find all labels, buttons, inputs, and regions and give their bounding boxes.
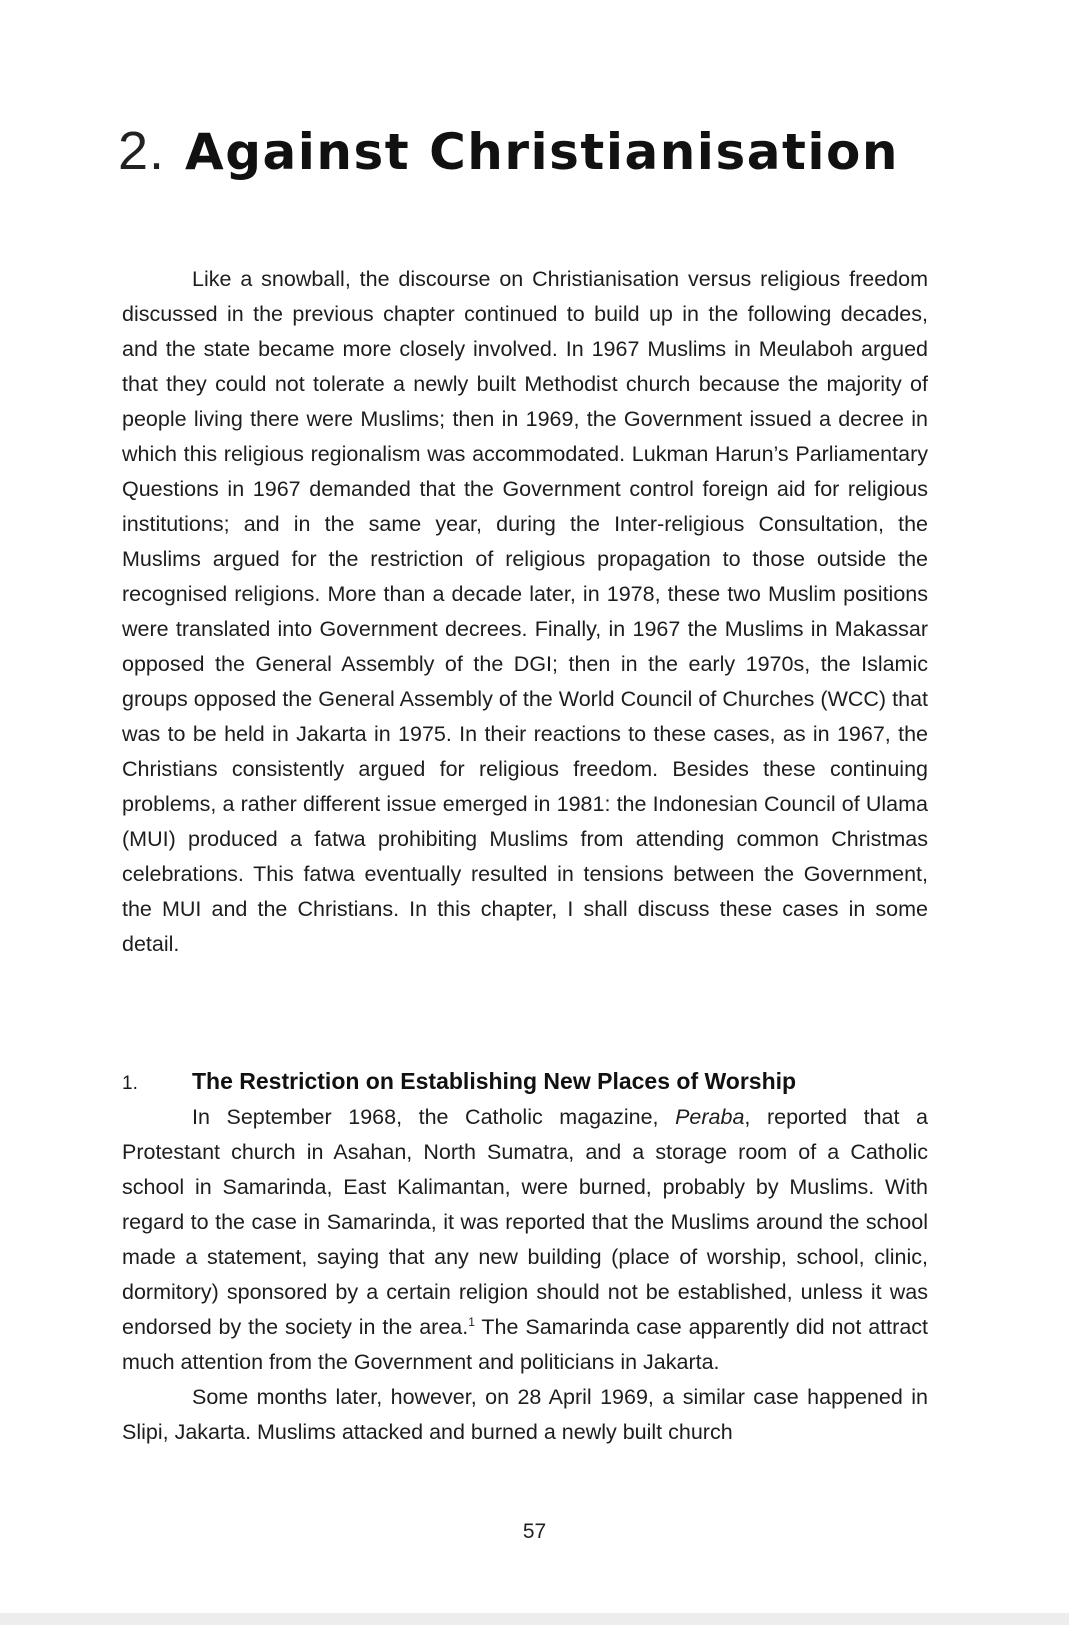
chapter-title bbox=[118, 120, 968, 200]
magazine-title: Peraba bbox=[675, 1105, 745, 1129]
section-title: The Restriction on Establishing New Places of Worship bbox=[192, 1068, 797, 1094]
section-paragraph-2: Some months later, however, on 28 April 1969, a similar case happened in Slipi, Jakarta. Muslims attacked and burned a newly built church bbox=[122, 1385, 928, 1444]
paragraph-1-middle: , reported that a Protestant church in Asahan, North Sumatra, and a storage room of a Catholic school in Samarinda, East Kalimantan, were burned, probably by Muslims. With regard to the case in Samarinda, it was reported that the Muslims around the school made a statement, saying that any new building (place of worship, school, clinic, dormitory) sponsored by a certain religion should not be established, unless it was endorsed by the society in the area. bbox=[122, 1105, 928, 1339]
intro-paragraph: Like a snowball, the discourse on Christianisation versus religious freedom discussed in the previous chapter continued to build up in the following decades, and the state became more closely involved. In 1967 Muslims in Meulaboh argued that they could not tolerate a newly built Methodist church because the majority of people living there were Muslims; then in 1969, the Government issued a decree in which this religious regionalism was accommodated. Lukman Harun’s Parliamentary Questions in 1967 demanded that the Government control foreign aid for religious institutions; and in the same year, during the Inter-religious Consultation, the Muslims argued for the restriction of religious propagation to those outside the recognised religions. More than a decade later, in 1978, these two Muslim positions were translated into Government decrees. Finally, in 1967 the Muslims in Makassar opposed the General Assembly of the DGI; then in the early 1970s, the Islamic groups opposed the General Assembly of the World Council of Churches (WCC) that was to be held in Jakarta in 1975. In their reactions to these cases, as in 1967, the Christians consistently argued for religious freedom. Besides these continuing problems, a rather different issue emerged in 1981: the Indonesian Council of Ulama (MUI) produced a fatwa prohibiting Muslims from attending common Christmas celebrations. This fatwa eventually resulted in tensions between the Government, the MUI and the Christians. In this chapter, I shall discuss these cases in some detail. bbox=[122, 267, 928, 956]
page-bottom-edge bbox=[0, 1613, 1069, 1625]
chapter-heading: Against Christianisation bbox=[185, 123, 899, 181]
footnote-reference[interactable]: 1 bbox=[468, 1314, 475, 1329]
section-body bbox=[122, 1100, 928, 1450]
section-heading bbox=[122, 1063, 928, 1099]
section-number: 1. bbox=[122, 1073, 138, 1094]
paragraph-1-start: In September 1968, the Catholic magazine, bbox=[192, 1105, 676, 1129]
paragraph-1-end: The Samarinda case apparently did not attract much attention from the Government and politicians in Jakarta. bbox=[122, 1315, 928, 1374]
section-paragraph-1 bbox=[122, 1100, 928, 1380]
page-number: 57 bbox=[522, 1520, 547, 1543]
chapter-number: 2. bbox=[118, 121, 166, 181]
